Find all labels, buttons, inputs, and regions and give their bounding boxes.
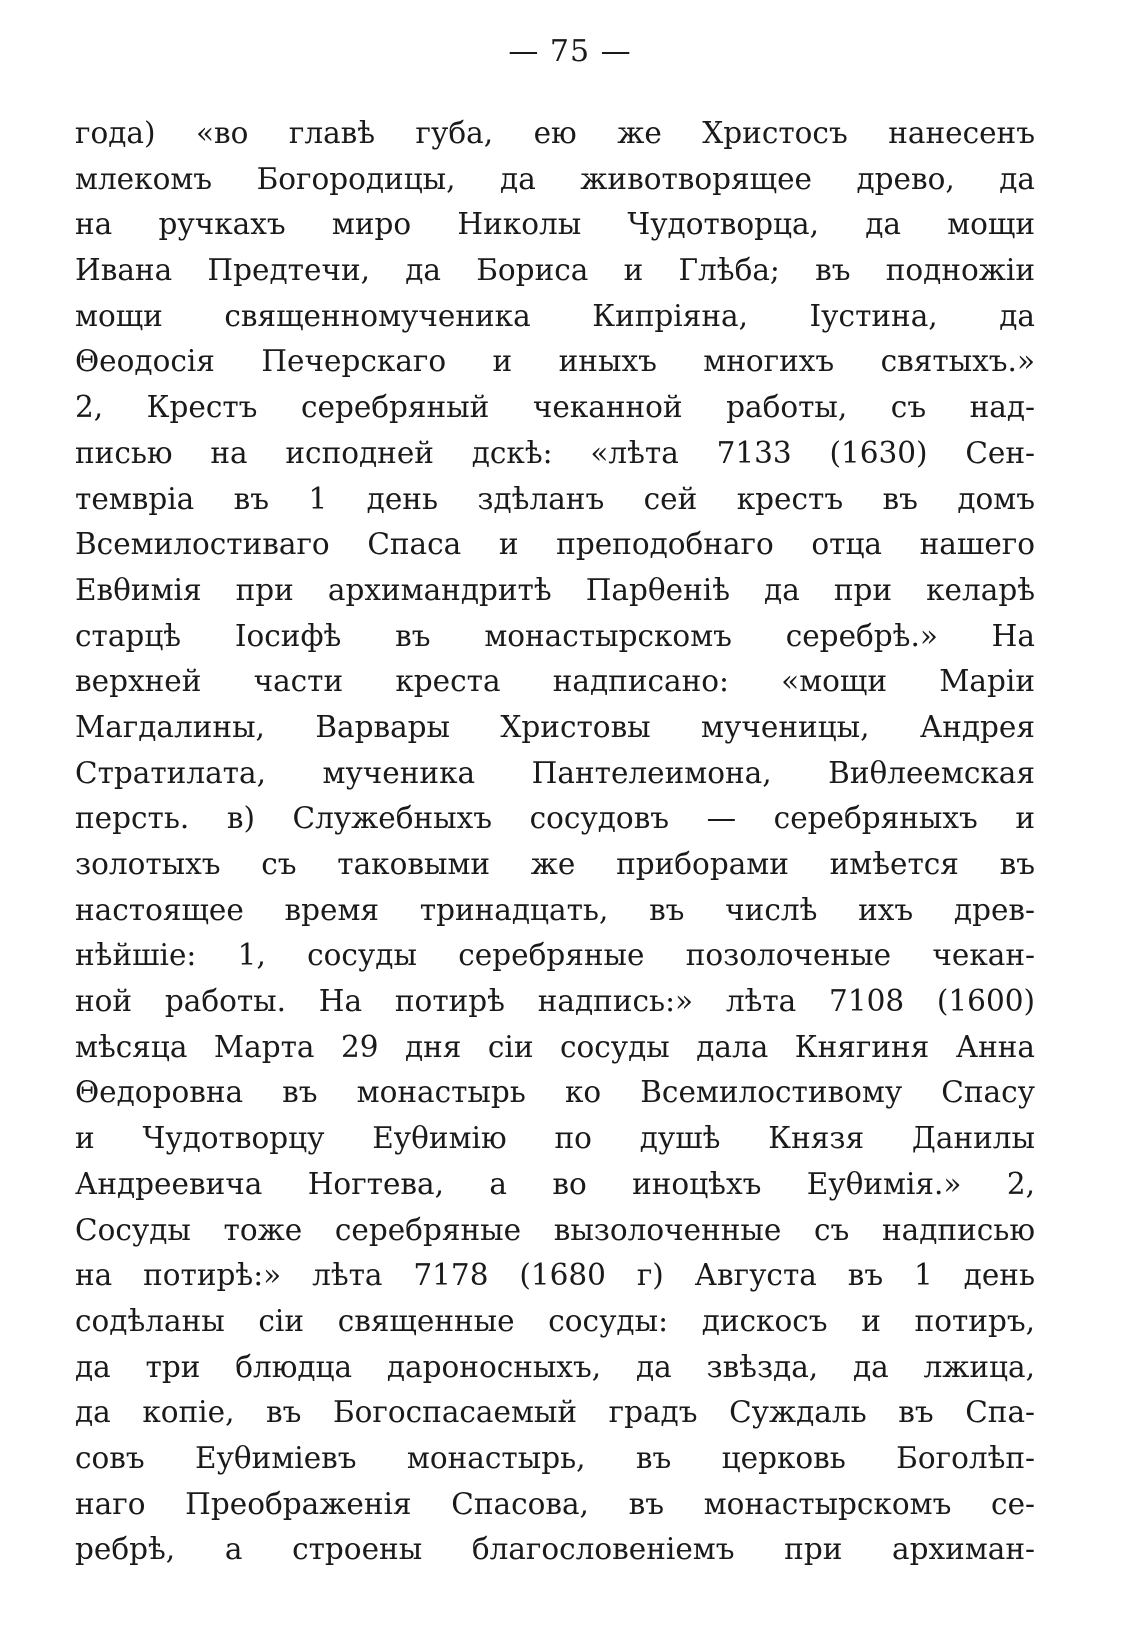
text-line: Θедоровна въ монастырь ко Всемилостивому Спасу [75,1075,1035,1110]
text-line: Стратилата, мученика Пантелеимона, Виθлеемская [75,755,1035,790]
text-line: темвріа въ 1 день здѣланъ сей крестъ въ домъ [75,481,1035,516]
text-line: ной работы. На потирѣ надпись:» лѣта 7108 (1600) [75,984,1035,1019]
text-line: на потирѣ:» лѣта 7178 (1680 г) Августа въ 1 день [75,1258,1035,1293]
text-line: мощи священномученика Кипріяна, Іустина, да [75,298,1035,333]
text-line: на ручкахъ миро Николы Чудотворца, да мощи [75,207,1035,242]
text-line: мѣсяца Марта 29 дня сіи сосуды дала Княгиня Анна [75,1029,1035,1064]
text-line: старцѣ Іосифѣ въ монастырскомъ серебрѣ.» На [75,618,1035,653]
body-text [75,111,1035,1573]
text-line: верхней части креста надписано: «мощи Маріи [75,664,1035,699]
text-line: нѣйшіе: 1, сосуды серебряные позолоченые чекан- [75,938,1035,973]
page-number: — 75 — [508,34,632,69]
text-line: Ивана Предтечи, да Бориса и Глѣба; въ подножіи [75,253,1035,288]
text-line: Θеодосія Печерскаго и иныхъ многихъ святыхъ.» [75,344,1035,379]
text-line: года) «во главѣ губа, ею же Христосъ нанесенъ [75,116,1035,150]
text-line: настоящее время тринадцать, въ числѣ ихъ древ- [75,892,1035,927]
text-line: да копіе, въ Богоспасаемый градъ Суждаль въ Спа- [75,1395,1035,1430]
text-line: содѣланы сіи священные сосуды: дискосъ и потиръ, [75,1303,1035,1338]
text-line: ребрѣ, а строены благословеніемъ при архиман- [75,1532,1035,1567]
text-line: да три блюдца дароносныхъ, да звѣзда, да лжица, [75,1349,1035,1384]
text-line: Сосуды тоже серебряные вызолоченные съ надписью [75,1212,1035,1247]
text-line: Евθимія при архимандритѣ Парθеніѣ да при келарѣ [75,572,1035,607]
text-line: Андреевича Ногтева, а во иноцѣхъ Еуθимія.» 2, [75,1166,1035,1201]
text-line: наго Преображенія Спасова, въ монастырскомъ се- [75,1486,1035,1521]
text-line: млекомъ Богородицы, да животворящее древо, да [75,161,1035,196]
text-line: писью на исподней дскѣ: «лѣта 7133 (1630) Сен- [75,435,1035,470]
text-line: 2, Крестъ серебряный чеканной работы, съ над- [75,390,1035,425]
text-line: золотыхъ съ таковыми же приборами имѣется въ [75,847,1035,881]
text-line: Магдалины, Варвары Христовы мученицы, Андрея [75,709,1035,744]
text-line: персть. в) Служебныхъ сосудовъ — серебряныхъ и [75,801,1035,836]
text-line: и Чудотворцу Еуθимію по душѣ Князя Данилы [75,1121,1035,1156]
text-line: Всемилостиваго Спаса и преподобнаго отца нашего [75,527,1035,562]
text-line: совъ Еуθиміевъ монастырь, въ церковь Боголѣп- [75,1440,1035,1475]
